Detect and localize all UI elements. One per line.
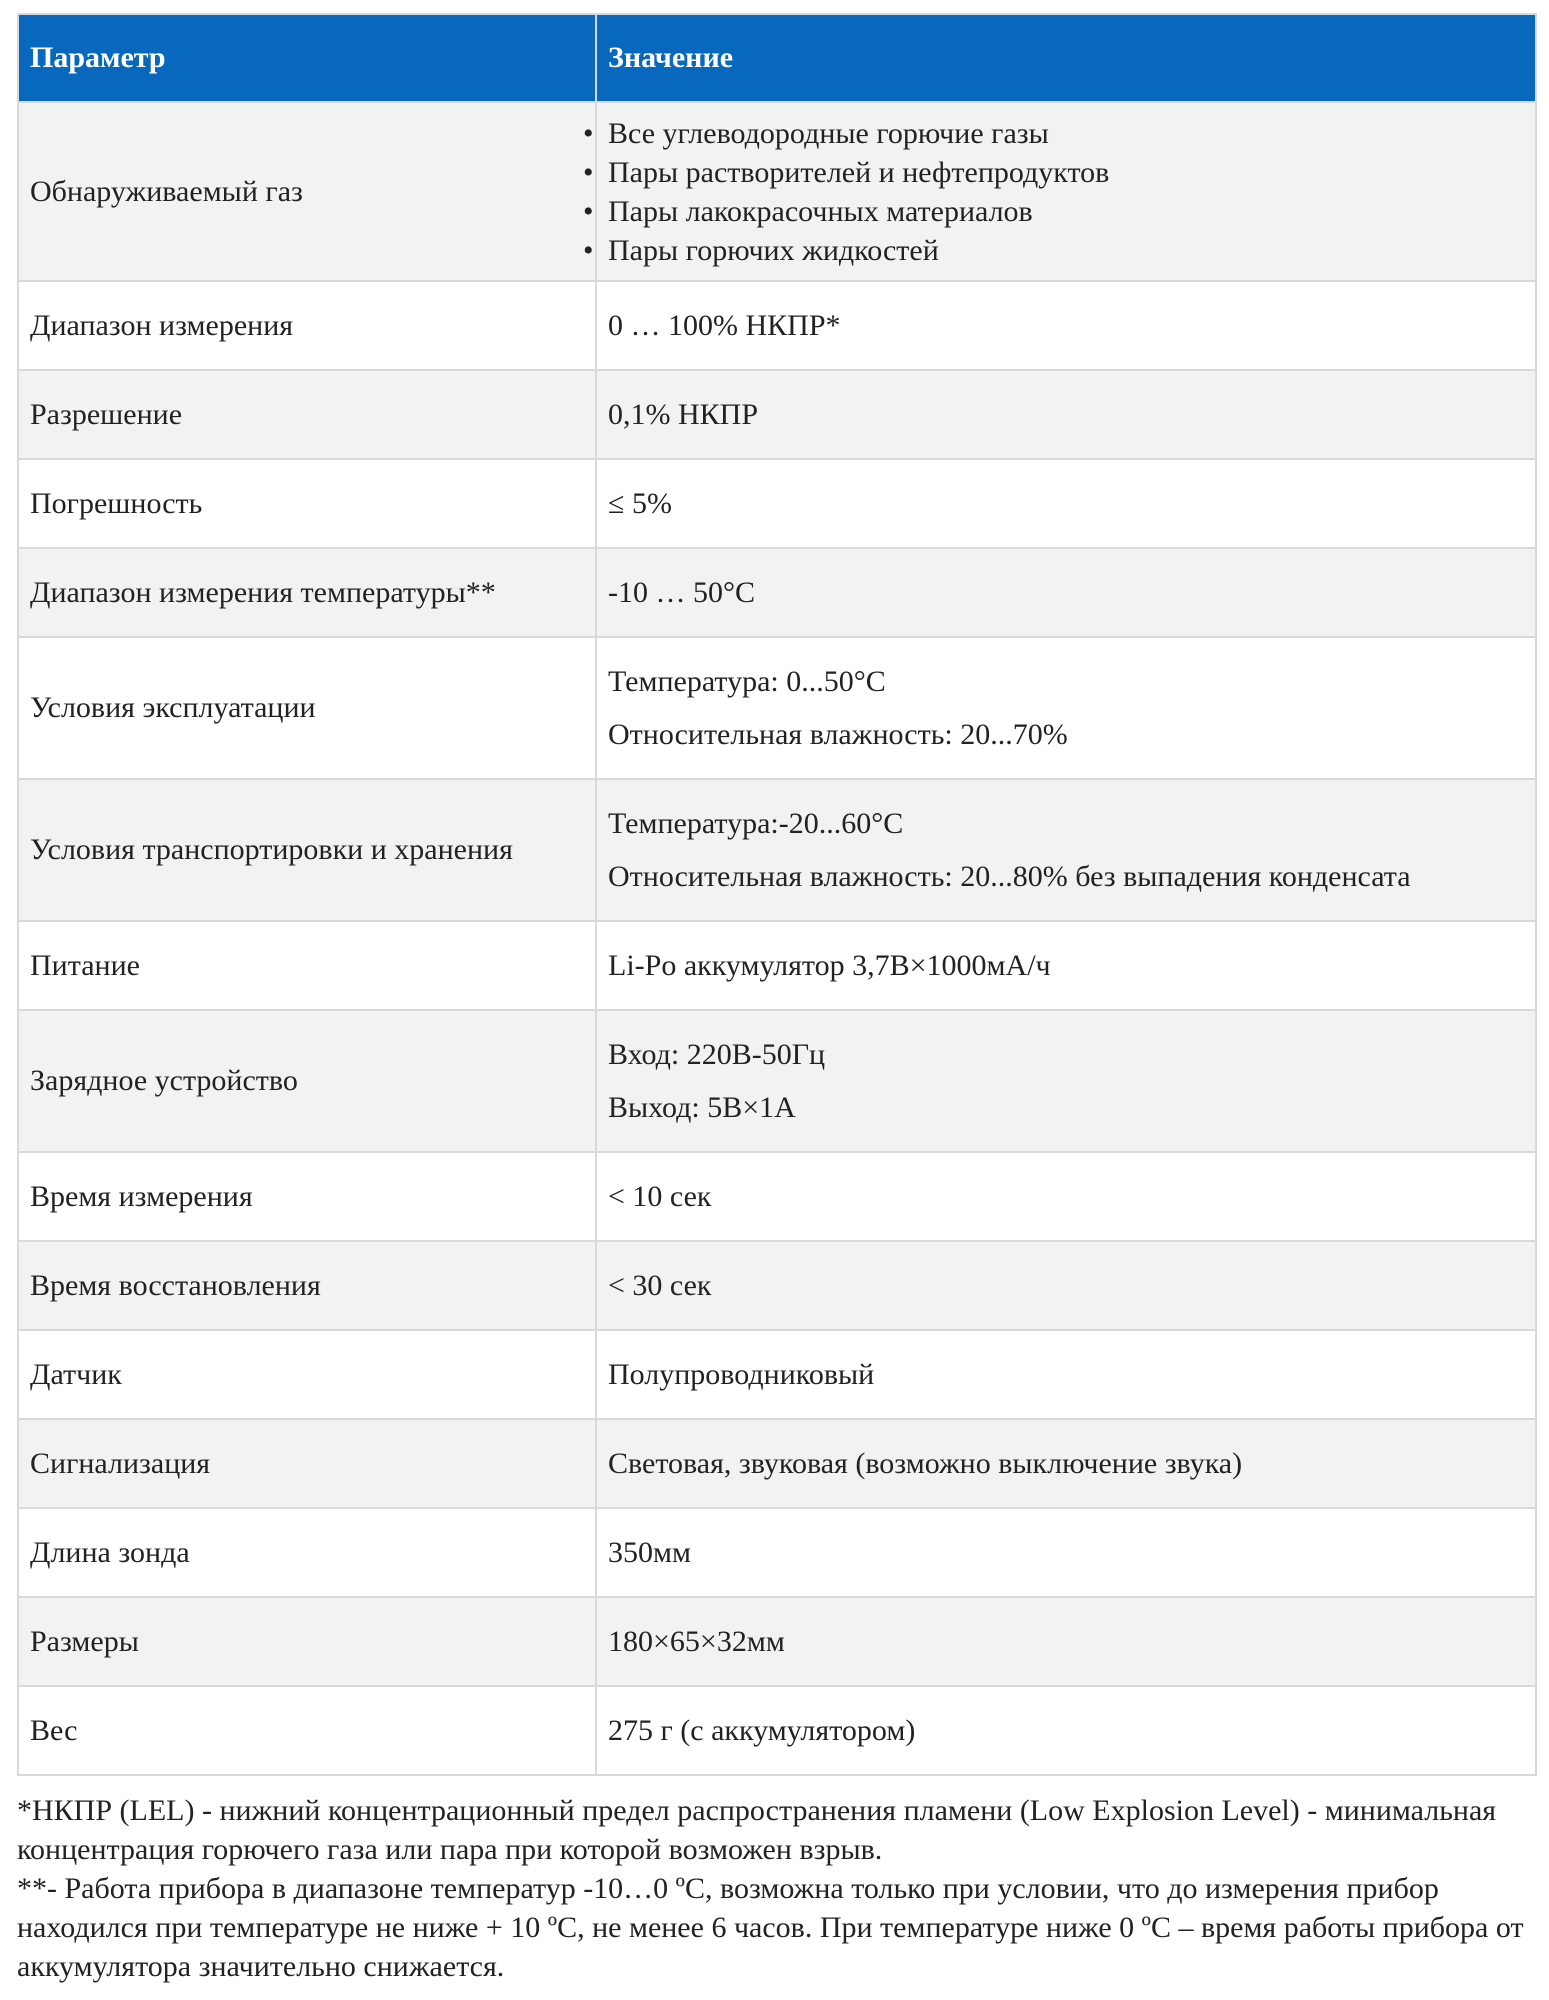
table-row [18,370,1536,459]
param-cell: Условия эксплуатации [18,637,596,779]
gas-list [583,114,1535,270]
table-header-row [18,14,1536,102]
value-cell: ≤ 5% [596,459,1536,548]
list-item-text: Пары лакокрасочных материалов [608,194,1033,228]
footnote-temperature: **- Работа прибора в диапазоне температур -10…0 ºС, возможна только при условии, что до измерения прибор находился при температуре не ниже + 10 ºС, не менее 6 часов. При температуре ниже 0 ºС – время работы прибора от аккумулятора значительно снижается. [17,1872,1524,1983]
param-cell: Сигнализация [18,1419,596,1508]
param-cell: Размеры [18,1597,596,1686]
list-item: • Пары растворителей и нефтепродуктов [583,155,1110,189]
value-line: Относительная влажность: 20...80% без выпадения конденсата [608,860,1411,893]
table-row [18,921,1536,1010]
table-row [18,281,1536,370]
list-item: • Пары лакокрасочных материалов [583,194,1033,228]
value-cell: < 10 сек [596,1152,1536,1241]
value-cell [583,102,1536,281]
param-cell: Зарядное устройство [18,1010,596,1152]
value-cell: < 30 сек [596,1241,1536,1330]
table-row [18,637,1536,779]
param-cell: Вес [18,1686,596,1775]
value-cell: 350мм [596,1508,1536,1597]
value-cell [596,637,1536,779]
param-cell: Обнаруживаемый газ [18,102,596,281]
value-cell: Li-Po аккумулятор 3,7В×1000мА/ч [596,921,1536,1010]
table-row [18,1597,1536,1686]
table-row [18,1241,1536,1330]
param-cell: Питание [18,921,596,1010]
list-item-text: Пары растворителей и нефтепродуктов [608,155,1110,189]
value-line: Вход: 220В-50Гц [608,1038,826,1071]
table-row [18,548,1536,637]
table-row [18,102,1536,281]
value-line: Температура: 0...50°C [608,665,886,698]
table-row [18,1010,1536,1152]
table-row [18,1508,1536,1597]
table-row [18,1152,1536,1241]
param-cell: Датчик [18,1330,596,1419]
value-cell: 275 г (с аккумулятором) [596,1686,1536,1775]
list-item-text: Все углеводородные горючие газы [608,116,1049,150]
table-row [18,459,1536,548]
param-cell: Диапазон измерения [18,281,596,370]
value-line: Температура:-20...60°C [608,807,904,840]
param-cell: Условия транспортировки и хранения [18,779,596,921]
value-cell [596,1010,1536,1152]
value-cell: Полупроводниковый [596,1330,1536,1419]
value-line: Относительная влажность: 20...70% [608,718,1068,751]
table-row [18,1686,1536,1775]
param-cell: Длина зонда [18,1508,596,1597]
value-cell: 0 … 100% НКПР* [596,281,1536,370]
value-cell: 180×65×32мм [596,1597,1536,1686]
footnotes [17,1791,1542,1986]
value-cell: -10 … 50°C [596,548,1536,637]
value-line: Выход: 5В×1А [608,1091,796,1124]
value-cell [596,779,1536,921]
table-row [18,779,1536,921]
value-cell: 0,1% НКПР [596,370,1536,459]
header-param: Параметр [18,14,596,102]
param-cell: Разрешение [18,370,596,459]
footnote-lel: *НКПР (LEL) - нижний концентрационный предел распространения пламени (Low Explosion Level) - минимальная концентрация горючего газа или пара при которой возможен взрыв. [17,1794,1497,1866]
table-row [18,1419,1536,1508]
list-item-text: Пары горючих жидкостей [608,233,939,267]
param-cell: Время восстановления [18,1241,596,1330]
param-cell: Время измерения [18,1152,596,1241]
value-cell: Световая, звуковая (возможно выключение звука) [596,1419,1536,1508]
list-item: • Все углеводородные горючие газы [583,116,1049,150]
header-value: Значение [596,14,1536,102]
spec-table [17,13,1537,1776]
param-cell: Диапазон измерения температуры** [18,548,596,637]
table-row [18,1330,1536,1419]
list-item: • Пары горючих жидкостей [583,233,939,267]
param-cell: Погрешность [18,459,596,548]
